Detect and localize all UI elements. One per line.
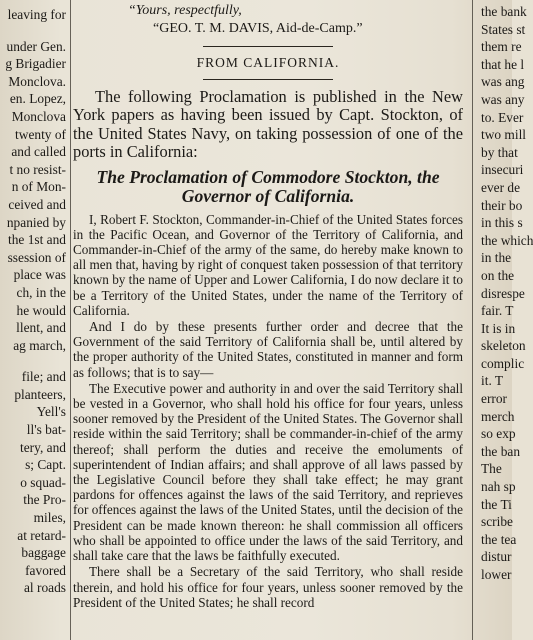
column-text-line: nah sp <box>481 479 516 495</box>
column-text-line: Yell's <box>36 404 66 420</box>
closing-line-1: “Yours, respectfully, <box>128 3 242 18</box>
body-paragraph-3: The Executive power and authority in and over the said Territory shall be vested in a Governor, who shall hold his office for four years, unless sooner removed by the President of the United States. The Governor shall reside within the said Territory; shall be commander-in-chief of the army thereof; shall perform the duties and receive the emoluments of superintendent of Indian affairs; and shall approve of all laws passed by the Legislative Council before they shall take effect; he may grant pardons for offences against the laws of the said Territory, and reprieves for offences against the laws of the United States, until the decision of the President can be made known thereon: he shall commission all officers who shall be appointed to office under the laws of the said Territory, and shall take care that the laws be faithfully executed. <box>73 380 463 564</box>
column-text-line: lower <box>481 567 512 582</box>
column-text-line: favored <box>25 562 66 578</box>
column-text-line: he would <box>16 302 66 318</box>
column-text-line: so exp <box>481 426 516 442</box>
column-text-line: t no resist- <box>9 161 66 177</box>
left-column-fragment <box>0 0 68 640</box>
column-text-line: leaving for <box>7 7 66 22</box>
column-text-line: baggage <box>21 545 66 561</box>
column-text-line: the ban <box>481 443 521 459</box>
column-text-line: the 1st and <box>7 232 66 248</box>
body-paragraph-2: And I do by these presents further order and decree that the Government of the said Territory of California shall be, until altered by the proper authority of the United States, constituted in manner and form as follows; that is to say— <box>73 319 463 380</box>
column-text-line: the bank <box>481 4 527 19</box>
column-text-line: the which <box>481 232 533 248</box>
column-text-line: ch, in the <box>16 284 66 300</box>
column-text-line: their bo <box>481 197 523 213</box>
column-text-line: al roads <box>23 580 66 596</box>
column-text-line: miles, <box>33 510 66 526</box>
column-text-line: ever de <box>481 179 521 195</box>
column-text-line: it. T <box>481 373 504 389</box>
proclamation-title: The Proclamation of Commodore Stockton, the Governor of California. <box>96 166 440 206</box>
column-text-line: place was <box>13 267 66 283</box>
column-text-line: tery, and <box>20 439 66 455</box>
column-text-line: to. Ever <box>481 109 524 125</box>
column-text-line: the tea <box>481 531 517 547</box>
main-column <box>73 0 463 640</box>
column-text-line: Monclova. <box>8 73 66 89</box>
section-divider-top <box>203 46 333 47</box>
column-text-line: and called <box>11 144 66 160</box>
line-gap <box>0 354 68 368</box>
column-text-line: at retard- <box>17 527 66 543</box>
column-text-line: ll's bat- <box>26 422 66 438</box>
right-column-fragment <box>478 0 533 640</box>
section-head: FROM CALIFORNIA. <box>196 55 340 70</box>
column-text-line: file; and <box>21 369 66 385</box>
column-text-line: on the <box>481 267 515 283</box>
column-text-line: g Brigadier <box>5 56 66 72</box>
left-column-lines <box>0 0 68 597</box>
column-text-line: distur <box>481 549 512 565</box>
column-text-line: n of Mon- <box>11 179 66 195</box>
column-text-line: ceived and <box>8 196 66 212</box>
column-text-line: that he l <box>481 56 525 72</box>
column-text-line: in this s <box>481 215 523 231</box>
column-text-line: planteers, <box>14 386 66 402</box>
column-text-line: It is in <box>481 320 516 336</box>
column-text-line: two mill <box>481 127 527 143</box>
column-text-line: s; Capt. <box>25 457 66 473</box>
column-text-line: npanied by <box>6 214 66 230</box>
column-text-line: error <box>481 391 508 407</box>
column-text-line: the Ti <box>481 496 512 512</box>
column-rule-right <box>472 0 473 640</box>
column-text-line: insecuri <box>481 162 524 178</box>
column-text-line: them re <box>481 39 522 55</box>
line-gap <box>0 24 68 38</box>
column-text-line: scribe <box>481 514 513 530</box>
column-text-line: ssession of <box>7 249 66 265</box>
column-text-line: was ang <box>481 74 525 90</box>
column-text-line: The <box>481 461 502 477</box>
column-text-line: twenty of <box>15 126 66 142</box>
column-rule-left <box>70 0 71 640</box>
column-text-line: ag march, <box>13 337 66 353</box>
body-paragraph-1: I, Robert F. Stockton, Commander-in-Chief of the United States forces in the Pacific Ocean, and Governor of the Territory of California, and Commander-in-Chief of the army of the same, do hereby make known to all men that, having by right of conquest taken possession of that territory known by the name of Upper and Lower California, I do now declare it to be a Territory of the United States, under the name of the Territory of California. <box>73 211 464 318</box>
column-text-line: the Pro- <box>23 492 66 508</box>
column-text-line: llent, and <box>16 320 66 336</box>
column-text-line: was any <box>481 91 525 107</box>
column-text-line: skeleton <box>481 338 526 354</box>
column-text-line: complic <box>481 355 525 371</box>
body-paragraph-4: There shall be a Secretary of the said Territory, who shall reside therein, and hold his office for four years, unless sooner removed by the President of the United States; he shall record <box>73 564 463 610</box>
column-text-line: en. Lopez, <box>9 91 66 107</box>
intro-paragraph: The following Proclamation is published in the New York papers as having been issued by Capt. Stockton, of the United States Navy, on taking possession of one of the ports in California: <box>73 87 463 162</box>
column-text-line: o squad- <box>20 474 66 490</box>
column-text-line: in the <box>481 250 512 266</box>
column-text-line: Monclova <box>11 108 66 124</box>
right-column-lines <box>478 0 533 584</box>
column-text-line: merch <box>481 408 515 424</box>
column-text-line: under Gen. <box>6 38 66 54</box>
section-divider-bottom <box>203 79 333 80</box>
closing-line-2: “GEO. T. M. DAVIS, Aid-de-Camp.” <box>153 21 363 36</box>
column-text-line: disrespe <box>481 285 525 301</box>
column-text-line: fair. T <box>481 303 514 319</box>
column-text-line: by that <box>481 144 518 160</box>
column-text-line: States st <box>481 21 526 37</box>
